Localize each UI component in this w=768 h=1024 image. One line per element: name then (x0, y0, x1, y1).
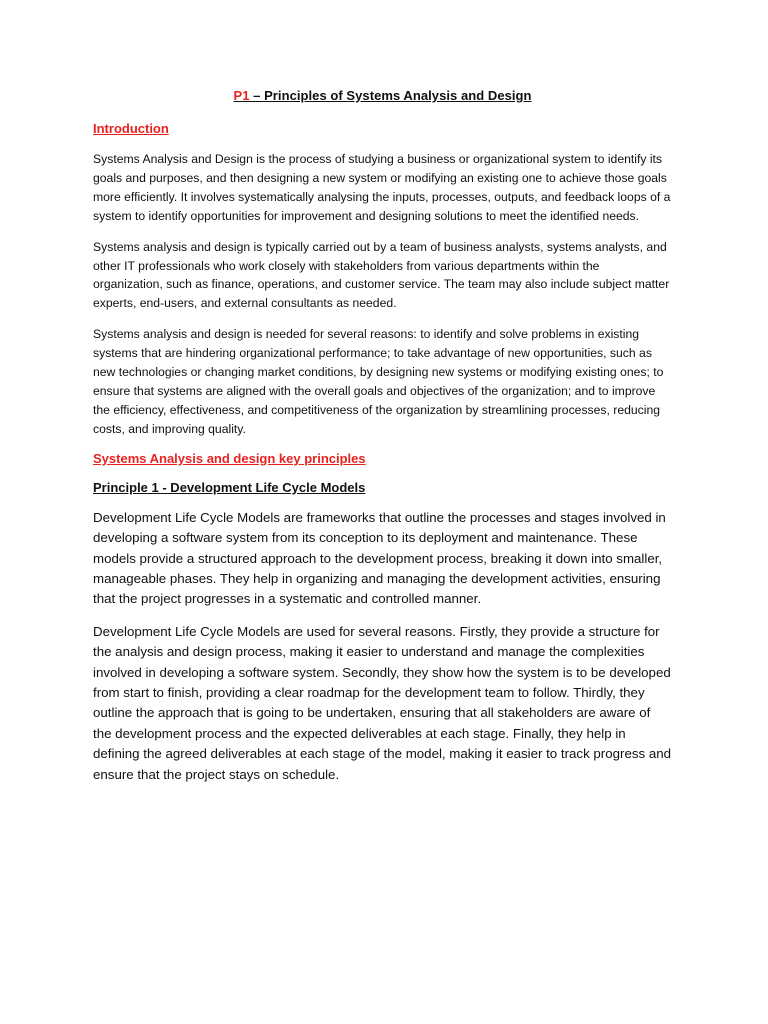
intro-paragraph-2: Systems analysis and design is typically carried out by a team of business analysts, systems analysts, and other IT professionals who work closely with stakeholders from various departments within the organization, such as finance, operations, and customer service. The team may also include subject matter experts, end-users, and external consultants as needed. (93, 239, 670, 311)
title-text: – Principles of Systems Analysis and Design (249, 88, 532, 103)
principle-1-heading: Principle 1 - Development Life Cycle Models (93, 479, 366, 495)
page-title (93, 88, 672, 103)
principle-1-paragraph-1: Development Life Cycle Models are frameworks that outline the processes and stages involved in developing a software system from its conception to its deployment and maintenance. These models provide a structured approach to the development process, breaking it down into smaller, manageable phases. They help in organizing and managing the development activities, ensuring that the project progresses in a systematic and controlled manner. (93, 509, 666, 607)
introduction-heading: Introduction (93, 121, 169, 136)
intro-paragraph-3: Systems analysis and design is needed for several reasons: to identify and solve problems in existing systems that are hindering organizational performance; to take advantage of new opportunities, such as new technologies or changing market conditions, by designing new systems or modifying existing ones; to ensure that systems are aligned with the overall goals and objectives of the organization; and to improve the efficiency, effectiveness, and competitiveness of the organization by streamlining processes, reducing costs, and improving quality. (93, 327, 664, 436)
principle-1-paragraph-2: Development Life Cycle Models are used for several reasons. Firstly, they provide a structure for the analysis and design process, making it easier to understand and manage the complexities involved in developing a software system. Secondly, they show how the system is to be developed from start to finish, providing a clear roadmap for the development team to follow. Thirdly, they outline the approach that is going to be undertaken, ensuring that all stakeholders are aware of the development process and the expected deliverables at each stage. Finally, they help in defining the agreed deliverables at each stage of the model, making it easier to track progress and ensure that the project stays on schedule. (93, 623, 672, 782)
intro-paragraph-1: Systems Analysis and Design is the process of studying a business or organizational system to identify its goals and purposes, and then designing a new system or modifying an existing one to achieve those goals more efficiently. It involves systematically analysing the inputs, processes, outputs, and feedback loops of a system to identify opportunities for improvement and designing solutions to meet the identified needs. (93, 152, 671, 223)
key-principles-heading: Systems Analysis and design key principles (93, 450, 366, 466)
title-code: P1 (233, 88, 250, 103)
